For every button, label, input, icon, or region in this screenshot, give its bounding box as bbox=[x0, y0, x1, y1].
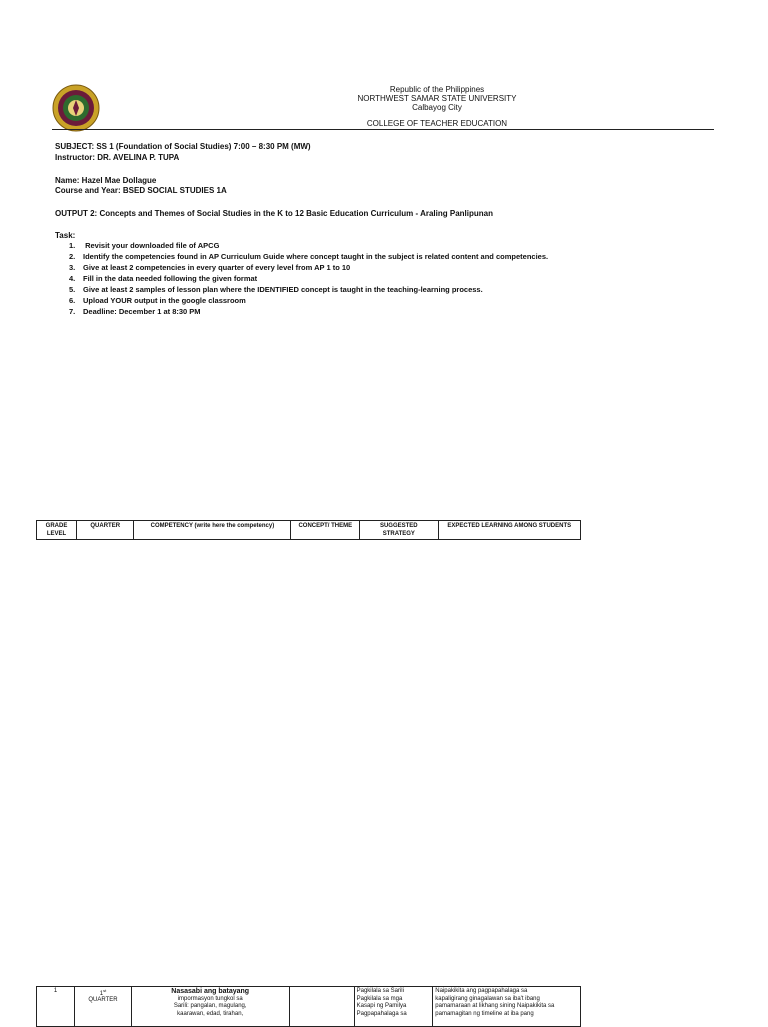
header-grade-level: GRADE LEVEL bbox=[37, 521, 77, 540]
task-item: 2. Identify the competencies found in AP Curriculum Guide where concept taught in the subject is related content and competencies. bbox=[69, 252, 549, 261]
student-name-line: Name: Hazel Mae Dollague bbox=[55, 176, 157, 185]
cell-strategy: Pagkilala sa Sarili Pagkilala sa mga Kasapi ng Pamilya Pagpapahalaga sa bbox=[354, 987, 433, 1027]
header-quarter: QUARTER bbox=[77, 521, 134, 540]
header-concept: CONCEPT/ THEME bbox=[291, 521, 360, 540]
university-seal-logo bbox=[52, 84, 100, 132]
header-expected-learning: EXPECTED LEARNING AMONG STUDENTS bbox=[438, 521, 580, 540]
subject-line: SUBJECT: SS 1 (Foundation of Social Studies) 7:00 – 8:30 PM (MW) bbox=[55, 142, 311, 151]
cell-concept bbox=[289, 987, 354, 1027]
cell-grade: 1 bbox=[37, 987, 75, 1027]
output-title: OUTPUT 2: Concepts and Themes of Social Studies in the K to 12 Basic Education Curriculum - Araling Panlipunan bbox=[55, 209, 493, 218]
college-name: COLLEGE OF TEACHER EDUCATION bbox=[366, 119, 508, 128]
task-item: 5. Give at least 2 samples of lesson plan where the IDENTIFIED concept is taught in the teaching-learning process. bbox=[69, 285, 483, 294]
cell-quarter: 1st QUARTER bbox=[75, 987, 132, 1027]
instructor-line: Instructor: DR. AVELINA P. TUPA bbox=[55, 153, 180, 162]
cell-competency: Nasasabi ang batayang impormasyon tungkol sa Sarili: pangalan, magulang, kaarawan, edad, tirahan, bbox=[131, 987, 289, 1027]
task-label: Task: bbox=[55, 231, 76, 240]
competency-table-row bbox=[36, 986, 581, 1027]
header-strategy: SUGGESTED STRATEGY bbox=[360, 521, 438, 540]
cell-expected-learning: Naipakikita ang pagpapahalaga sa kapaligirang ginagalawan sa iba't ibang pamamaraan at likhang sining Naipakikita sa pamamagitan ng timeline at iba pang bbox=[433, 987, 581, 1027]
task-item: 4. Fill in the data needed following the given format bbox=[69, 274, 258, 283]
task-list bbox=[55, 240, 548, 317]
letterhead-university: NORTHWEST SAMAR STATE UNIVERSITY bbox=[357, 94, 517, 103]
letterhead-republic: Republic of the Philippines bbox=[389, 85, 485, 94]
course-year-line: Course and Year: BSED SOCIAL STUDIES 1A bbox=[55, 186, 227, 195]
task-item: 3. Give at least 2 competencies in every quarter of every level from AP 1 to 10 bbox=[69, 263, 351, 272]
header-competency: COMPETENCY (write here the competency) bbox=[134, 521, 291, 540]
header-divider bbox=[52, 129, 714, 130]
letterhead-city: Calbayog City bbox=[412, 103, 462, 112]
task-item: 7. Deadline: December 1 at 8:30 PM bbox=[69, 307, 201, 316]
competency-table-header bbox=[36, 520, 581, 540]
task-item: 1. Revisit your downloaded file of APCG bbox=[69, 241, 220, 250]
task-item: 6. Upload YOUR output in the google classroom bbox=[69, 296, 246, 305]
